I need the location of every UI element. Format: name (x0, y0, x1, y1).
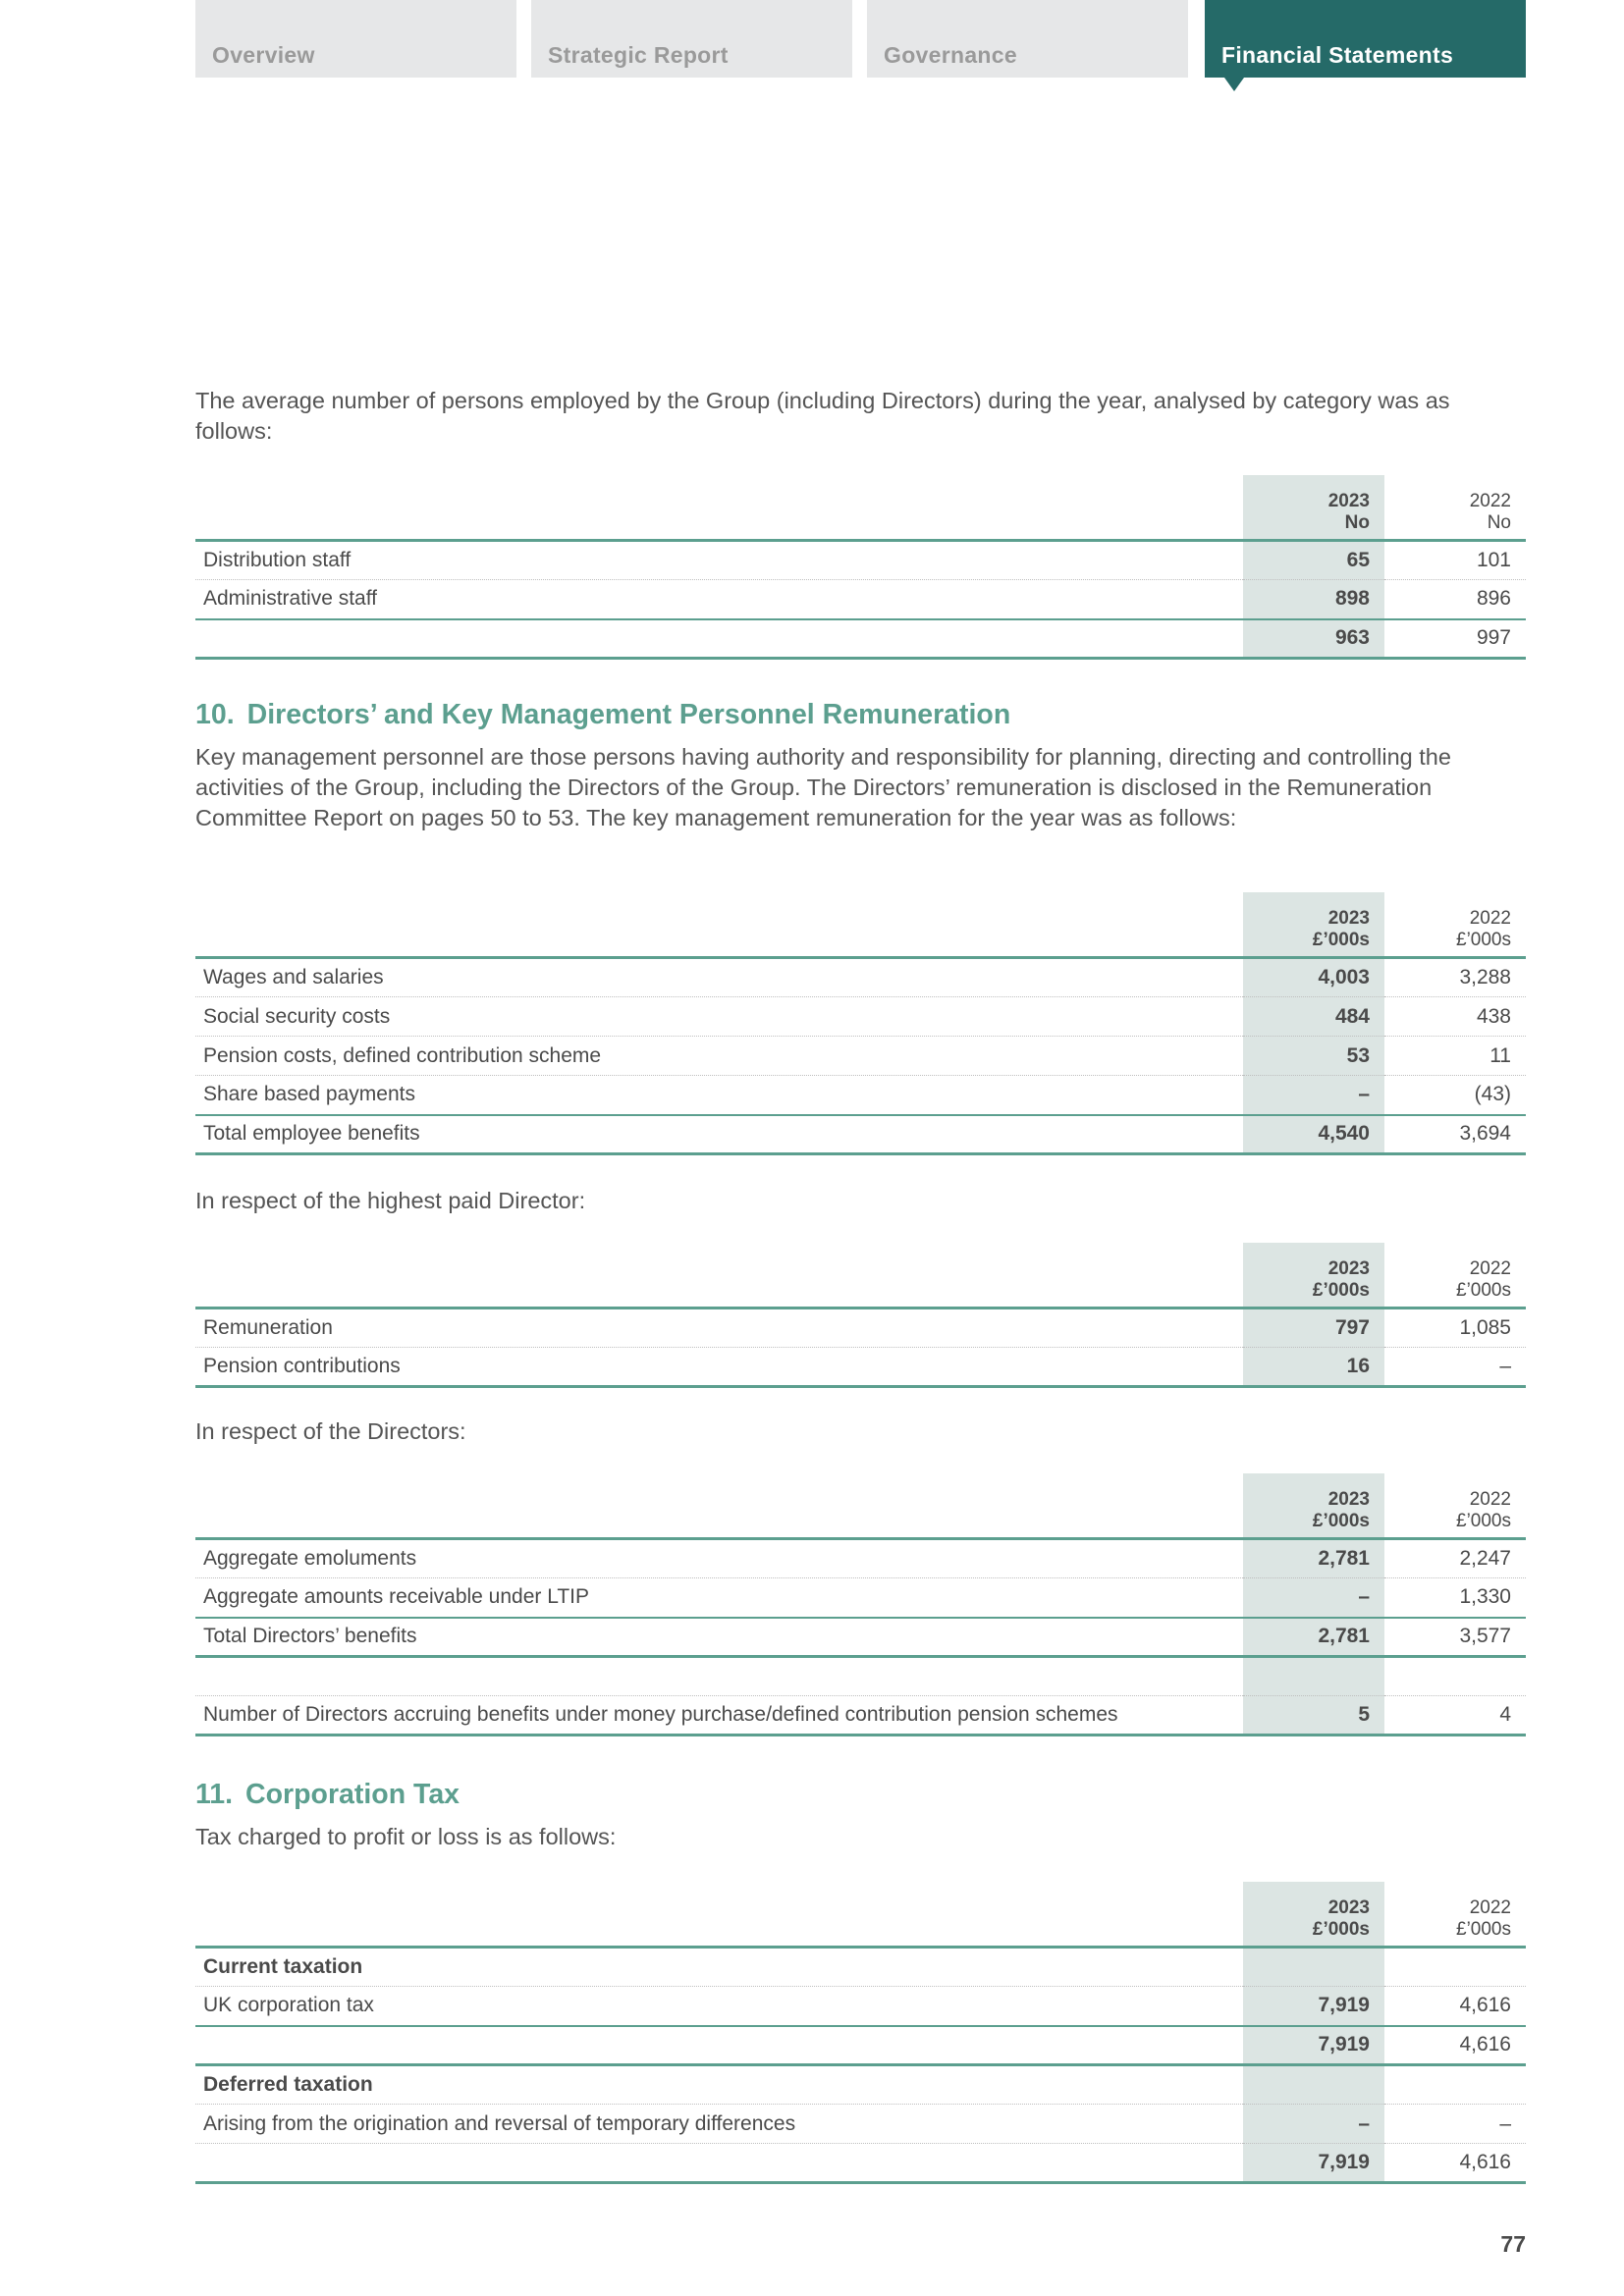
value-2022: 3,577 (1384, 1618, 1526, 1657)
value-2022: – (1384, 1348, 1526, 1387)
value-2022: 438 (1384, 997, 1526, 1037)
total-row (195, 1115, 1526, 1154)
section-title: Corporation Tax (245, 1779, 460, 1810)
value-2023: 898 (1243, 580, 1384, 619)
row-label (195, 2026, 1243, 2065)
value-2023: 963 (1243, 619, 1384, 659)
total-row (195, 619, 1526, 659)
value-2022: 4,616 (1384, 2144, 1526, 2183)
value-2023: 797 (1243, 1308, 1384, 1348)
table-row (195, 1348, 1526, 1387)
section-11-body: Tax charged to profit or loss is as follows: (195, 1824, 617, 1849)
table-row (195, 580, 1526, 619)
header-2023: 2023 £’000s (1243, 1882, 1384, 1948)
header-2023: 2023 £’000s (1243, 892, 1384, 958)
value-2022: 4 (1384, 1696, 1526, 1735)
header-2023: 2023 £’000s (1243, 1243, 1384, 1308)
table-row (195, 1578, 1526, 1618)
value-2022: – (1384, 2105, 1526, 2144)
row-label: Distribution staff (195, 541, 1243, 580)
row-label: Aggregate emoluments (195, 1539, 1243, 1578)
section-10-heading (195, 699, 1010, 731)
section-tabs (195, 0, 1526, 78)
row-label: Current taxation (195, 1948, 1243, 1987)
highest-paid-intro: In respect of the highest paid Director: (195, 1188, 586, 1213)
header-2023: 2023 £’000s (1243, 1473, 1384, 1539)
row-label: Deferred taxation (195, 2065, 1243, 2105)
subtotal-row (195, 2026, 1526, 2065)
tab-overview[interactable]: Overview (195, 0, 516, 78)
row-label: Share based payments (195, 1076, 1243, 1115)
table-row (195, 1037, 1526, 1076)
row-label: Aggregate amounts receivable under LTIP (195, 1578, 1243, 1618)
table-row (195, 1539, 1526, 1578)
value-2023: 7,919 (1243, 2144, 1384, 2183)
header-2022: 2022 £’000s (1456, 1489, 1511, 1531)
value-2023: 16 (1243, 1348, 1384, 1387)
header-label (195, 1473, 1243, 1539)
row-label (195, 2144, 1243, 2183)
header-2022: 2022 £’000s (1456, 1897, 1511, 1940)
value-2022: 1,330 (1384, 1578, 1526, 1618)
table-row (195, 958, 1526, 997)
value-2023: 5 (1243, 1696, 1384, 1735)
header-2023: 2023 No (1243, 475, 1384, 541)
directors-intro: In respect of the Directors: (195, 1418, 466, 1444)
value-2022: 4,616 (1384, 2026, 1526, 2065)
value-2022: 896 (1384, 580, 1526, 619)
row-label (195, 1657, 1243, 1696)
employees-table (195, 475, 1526, 660)
value-2022: 3,288 (1384, 958, 1526, 997)
value-2022: 997 (1384, 619, 1526, 659)
header-label (195, 475, 1243, 541)
value-2023: – (1243, 2105, 1384, 2144)
value-2022 (1384, 1657, 1526, 1696)
section-10-body: Key management personnel are those persons having authority and responsibility for planning, directing and controlling the activities of the Group, including the Directors of the Group. The Directors’ remuneration is disclosed in the Remuneration Committee Report on pages 50 to 53. The key management remuneration for the year was as follows: (195, 744, 1451, 830)
page-number: 77 (1500, 2231, 1526, 2257)
row-label: Pension contributions (195, 1348, 1243, 1387)
value-2022: 3,694 (1384, 1115, 1526, 1154)
value-2023 (1243, 1948, 1384, 1987)
subheading-row (195, 1948, 1526, 1987)
row-label: Total employee benefits (195, 1115, 1243, 1154)
value-2023: 4,003 (1243, 958, 1384, 997)
value-2022: 2,247 (1384, 1539, 1526, 1578)
value-2023: 2,781 (1243, 1618, 1384, 1657)
row-label: Pension costs, defined contribution scheme (195, 1037, 1243, 1076)
section-number: 11. (195, 1779, 234, 1810)
row-label: Remuneration (195, 1308, 1243, 1348)
value-2023: – (1243, 1076, 1384, 1115)
value-2022 (1384, 1948, 1526, 1987)
value-2022: (43) (1384, 1076, 1526, 1115)
total-row (195, 1618, 1526, 1657)
row-label (195, 619, 1243, 659)
value-2023: 7,919 (1243, 1987, 1384, 2026)
employees-intro: The average number of persons employed by the Group (including Directors) during the year, analysed by category was as follows: (195, 388, 1450, 444)
value-2023 (1243, 2065, 1384, 2105)
table-row (195, 997, 1526, 1037)
value-2022 (1384, 2065, 1526, 2105)
tab-financial-statements[interactable]: Financial Statements (1205, 0, 1526, 78)
value-2023: 2,781 (1243, 1539, 1384, 1578)
value-2023 (1243, 1657, 1384, 1696)
directors-table (195, 1473, 1526, 1736)
row-label: Administrative staff (195, 580, 1243, 619)
tab-governance[interactable]: Governance (867, 0, 1188, 78)
value-2023: 65 (1243, 541, 1384, 580)
value-2022: 101 (1384, 541, 1526, 580)
row-label: Total Directors’ benefits (195, 1618, 1243, 1657)
table-row (195, 1696, 1526, 1735)
row-label: Social security costs (195, 997, 1243, 1037)
value-2023: 7,919 (1243, 2026, 1384, 2065)
value-2022: 11 (1384, 1037, 1526, 1076)
table-row (195, 1076, 1526, 1115)
header-label (195, 892, 1243, 958)
row-label: Wages and salaries (195, 958, 1243, 997)
tax-table (195, 1882, 1526, 2184)
section-11-heading (195, 1779, 460, 1811)
value-2023: 4,540 (1243, 1115, 1384, 1154)
section-title: Directors’ and Key Management Personnel Remuneration (246, 699, 1011, 730)
subheading-row (195, 2065, 1526, 2105)
total-row (195, 2144, 1526, 2183)
table-row (195, 1987, 1526, 2026)
section-number: 10. (195, 699, 235, 730)
table-row (195, 2105, 1526, 2144)
value-2023: 53 (1243, 1037, 1384, 1076)
remuneration-table (195, 892, 1526, 1155)
table-row (195, 1308, 1526, 1348)
row-label: UK corporation tax (195, 1987, 1243, 2026)
row-label: Number of Directors accruing benefits under money purchase/defined contribution pension schemes (195, 1696, 1243, 1735)
header-2022: 2022 No (1469, 491, 1511, 533)
row-label: Arising from the origination and reversal of temporary differences (195, 2105, 1243, 2144)
value-2023: 484 (1243, 997, 1384, 1037)
spacer-row (195, 1657, 1526, 1696)
header-2022: 2022 £’000s (1456, 908, 1511, 950)
table-row (195, 541, 1526, 580)
header-label (195, 1882, 1243, 1948)
tab-strategic-report[interactable]: Strategic Report (531, 0, 852, 78)
header-label (195, 1243, 1243, 1308)
value-2022: 4,616 (1384, 1987, 1526, 2026)
value-2023: – (1243, 1578, 1384, 1618)
header-2022: 2022 £’000s (1456, 1258, 1511, 1301)
highest-paid-table (195, 1243, 1526, 1388)
value-2022: 1,085 (1384, 1308, 1526, 1348)
